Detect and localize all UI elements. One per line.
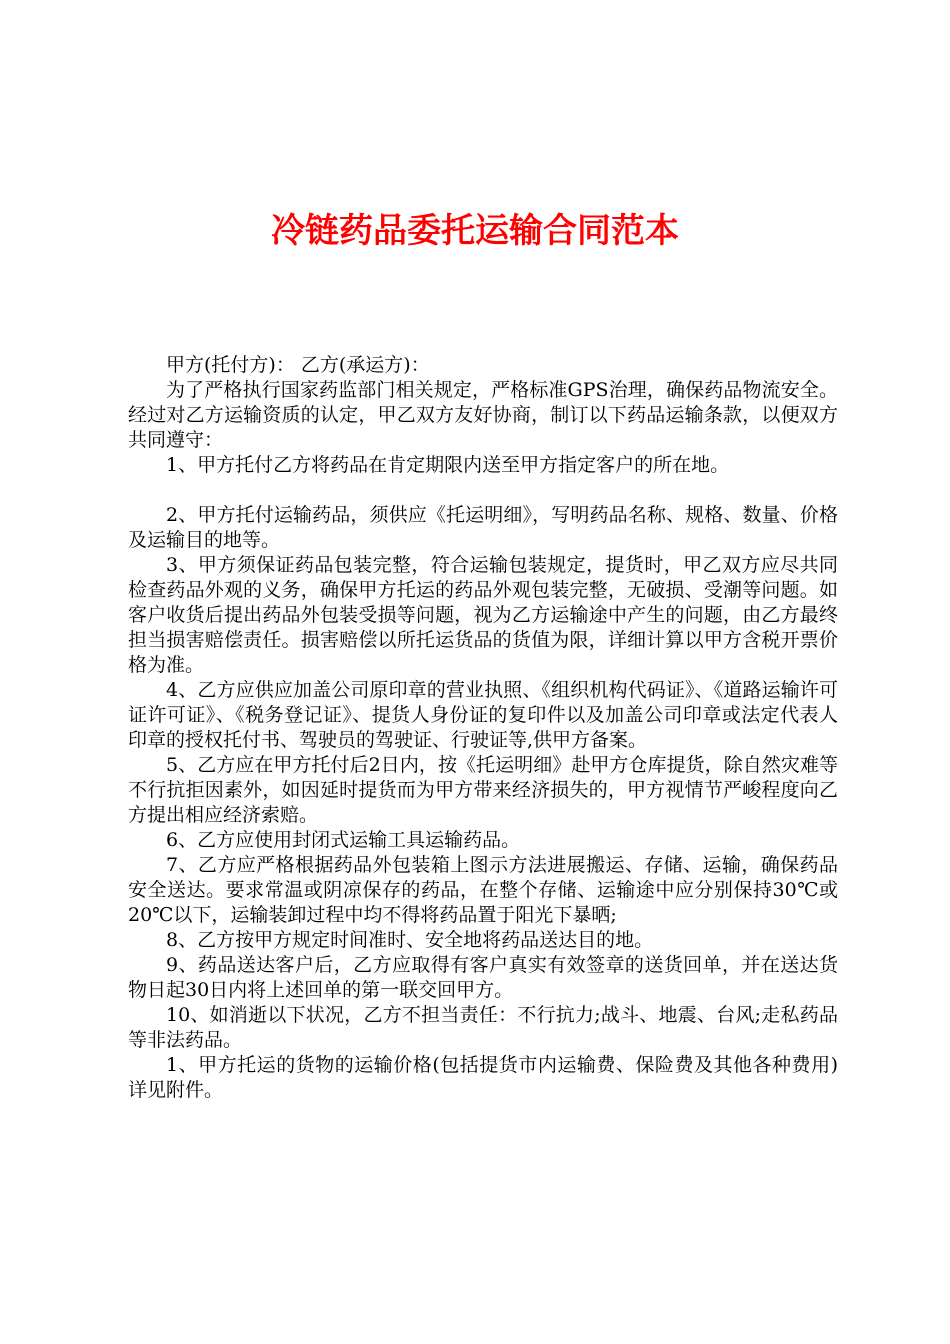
clause-5: 5、乙方应在甲方托付后2日内，按《托运明细》赴甲方仓库提货，除自然灾难等不行抗拒因素外，如因延时提货而为甲方带来经济损失的，甲方视情节严峻程度向乙方提出相应经济索赔。: [128, 754, 838, 826]
clause-9: 9、药品送达客户后，乙方应取得有客户真实有效签章的送货回单，并在送达货物日起30日内将上述回单的第一联交回甲方。: [128, 954, 838, 1001]
clause-1: 1、甲方托付乙方将药品在肯定期限内送至甲方指定客户的所在地。: [166, 454, 730, 476]
clause-3: 3、甲方须保证药品包装完整，符合运输包装规定，提货时，甲乙双方应尽共同检查药品外观的义务，确保甲方托运的药品外观包装完整，无破损、受潮等问题。如客户收货后提出药品外包装受损等问题，视为乙方运输途中产生的问题，由乙方最终担当损害赔偿责任。损害赔偿以所托运货品的货值为限，详细计算以甲方含税开票价格为准。: [128, 554, 838, 676]
clause-10: 10、如消逝以下状况，乙方不担当责任：不行抗力;战斗、地震、台风;走私药品等非法药品。: [128, 1004, 838, 1051]
clause-8: 8、乙方按甲方规定时间准时、安全地将药品送达目的地。: [166, 929, 654, 951]
document-body: [128, 353, 838, 1103]
clause-7: 7、乙方应严格根据药品外包装箱上图示方法进展搬运、存储、运输，确保药品安全送达。要求常温或阴凉保存的药品，在整个存储、运输途中应分别保持30℃或20℃以下，运输装卸过程中均不得将药品置于阳光下暴晒;: [128, 854, 838, 926]
clause-6: 6、乙方应使用封闭式运输工具运输药品。: [166, 829, 521, 851]
preamble-paragraph: 为了严格执行国家药监部门相关规定，严格标准GPS治理，确保药品物流安全。经过对乙方运输资质的认定，甲乙双方友好协商，制订以下药品运输条款，以便双方共同遵守：: [128, 379, 838, 451]
clause-2: 2、甲方托付运输药品，须供应《托运明细》，写明药品名称、规格、数量、价格及运输目的地等。: [128, 504, 838, 551]
pricing-clause-1: 1、甲方托运的货物的运输价格(包括提货市内运输费、保险费及其他各种费用)详见附件。: [128, 1054, 838, 1101]
clause-4: 4、乙方应供应加盖公司原印章的营业执照、《组织机构代码证》、《道路运输许可证许可证》、《税务登记证》、提货人身份证的复印件以及加盖公司印章或法定代表人印章的授权托付书、驾驶员的驾驶证、行驶证等,供甲方备案。: [128, 679, 838, 751]
party-line: 甲方(托付方)： 乙方(承运方)：: [166, 354, 430, 376]
document-title: 冷链药品委托运输合同范本: [271, 211, 679, 251]
